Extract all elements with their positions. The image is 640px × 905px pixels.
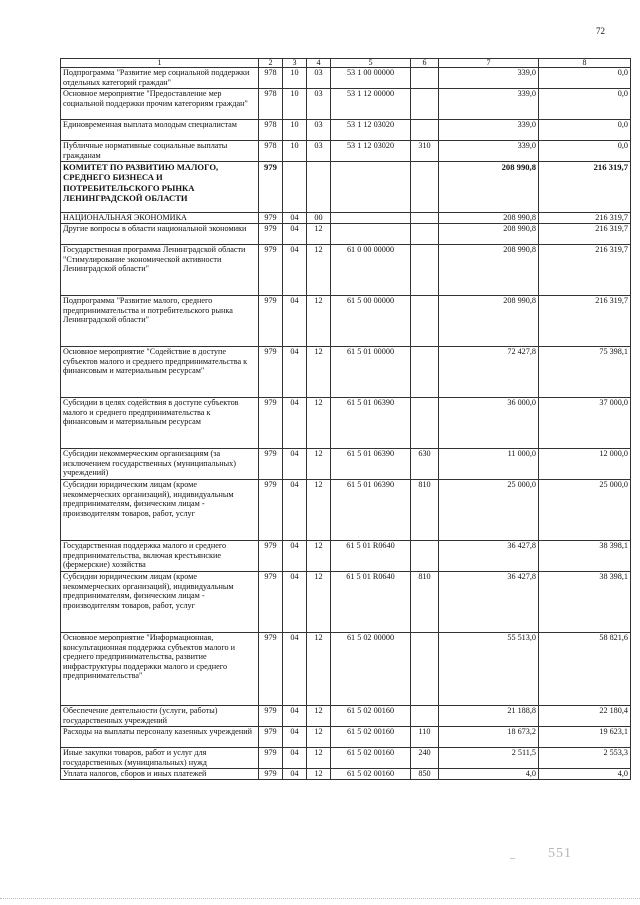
cell-name: Единовременная выплата молодым специалистам bbox=[61, 120, 259, 141]
cell-rz: 04 bbox=[283, 748, 307, 769]
cell-vr bbox=[411, 213, 439, 224]
cell-name: Основное мероприятие "Содействие в доступе субъектов малого и среднего предпринимательства к финансовым и материальным ресурсам" bbox=[61, 347, 259, 398]
cell-v2019: 208 990,8 bbox=[439, 245, 539, 296]
cell-vr: 310 bbox=[411, 141, 439, 162]
cell-csr: 61 0 00 00000 bbox=[331, 245, 411, 296]
cell-pr bbox=[307, 162, 331, 213]
cell-name: Подпрограмма "Развитие мер социальной поддержки отдельных категорий граждан" bbox=[61, 68, 259, 89]
cell-csr: 61 5 01 06390 bbox=[331, 398, 411, 449]
cell-grbs: 979 bbox=[259, 162, 283, 213]
cell-grbs: 978 bbox=[259, 141, 283, 162]
table-row bbox=[61, 480, 631, 541]
table-row bbox=[61, 162, 631, 213]
table-row bbox=[61, 296, 631, 347]
cell-pr: 12 bbox=[307, 706, 331, 727]
cell-v2019: 55 513,0 bbox=[439, 633, 539, 706]
cell-csr: 53 1 12 00000 bbox=[331, 89, 411, 120]
cell-pr: 12 bbox=[307, 541, 331, 572]
cell-name: Уплата налогов, сборов и иных платежей bbox=[61, 769, 259, 780]
cell-rz: 04 bbox=[283, 213, 307, 224]
cell-v2019: 339,0 bbox=[439, 120, 539, 141]
cell-name: Субсидии в целях содействия в доступе субъектов малого и среднего предпринимательства к финансовым и материальным ресурсам bbox=[61, 398, 259, 449]
cell-rz: 04 bbox=[283, 633, 307, 706]
table-row bbox=[61, 727, 631, 748]
cell-csr: 61 5 01 R0640 bbox=[331, 572, 411, 633]
cell-v2020: 12 000,0 bbox=[539, 449, 631, 480]
cell-grbs: 978 bbox=[259, 68, 283, 89]
cell-pr: 12 bbox=[307, 398, 331, 449]
cell-vr bbox=[411, 245, 439, 296]
cell-vr bbox=[411, 633, 439, 706]
cell-rz: 10 bbox=[283, 120, 307, 141]
cell-v2019: 208 990,8 bbox=[439, 224, 539, 245]
cell-v2019: 36 000,0 bbox=[439, 398, 539, 449]
cell-vr bbox=[411, 398, 439, 449]
table-row bbox=[61, 347, 631, 398]
cell-grbs: 979 bbox=[259, 449, 283, 480]
cell-rz: 04 bbox=[283, 296, 307, 347]
cell-grbs: 979 bbox=[259, 748, 283, 769]
cell-rz: 04 bbox=[283, 245, 307, 296]
cell-csr: 61 5 02 00160 bbox=[331, 727, 411, 748]
cell-grbs: 979 bbox=[259, 245, 283, 296]
cell-v2019: 21 188,8 bbox=[439, 706, 539, 727]
cell-rz: 04 bbox=[283, 727, 307, 748]
table-row bbox=[61, 633, 631, 706]
table-row bbox=[61, 541, 631, 572]
cell-vr bbox=[411, 120, 439, 141]
cell-name: Другие вопросы в области национальной экономики bbox=[61, 224, 259, 245]
cell-pr: 03 bbox=[307, 68, 331, 89]
table-row bbox=[61, 748, 631, 769]
cell-csr: 61 5 01 06390 bbox=[331, 480, 411, 541]
cell-v2020: 22 180,4 bbox=[539, 706, 631, 727]
cell-pr: 00 bbox=[307, 213, 331, 224]
cell-v2020: 75 398,1 bbox=[539, 347, 631, 398]
cell-vr bbox=[411, 347, 439, 398]
cell-csr: 61 5 01 00000 bbox=[331, 347, 411, 398]
cell-v2020: 216 319,7 bbox=[539, 213, 631, 224]
cell-rz: 10 bbox=[283, 68, 307, 89]
cell-csr: 53 1 12 03020 bbox=[331, 120, 411, 141]
cell-v2019: 339,0 bbox=[439, 89, 539, 120]
cell-v2019: 72 427,8 bbox=[439, 347, 539, 398]
cell-v2020: 216 319,7 bbox=[539, 296, 631, 347]
cell-v2020: 25 000,0 bbox=[539, 480, 631, 541]
cell-pr: 12 bbox=[307, 572, 331, 633]
cell-pr: 12 bbox=[307, 296, 331, 347]
cell-rz: 10 bbox=[283, 141, 307, 162]
cell-rz: 10 bbox=[283, 89, 307, 120]
cell-pr: 12 bbox=[307, 748, 331, 769]
cell-pr: 12 bbox=[307, 224, 331, 245]
cell-pr: 12 bbox=[307, 633, 331, 706]
cell-v2020: 37 000,0 bbox=[539, 398, 631, 449]
cell-rz: 04 bbox=[283, 706, 307, 727]
cell-grbs: 979 bbox=[259, 224, 283, 245]
header-cell: 6 bbox=[411, 59, 439, 68]
cell-v2020: 216 319,7 bbox=[539, 162, 631, 213]
cell-csr: 53 1 00 00000 bbox=[331, 68, 411, 89]
cell-rz: 04 bbox=[283, 480, 307, 541]
cell-v2020: 0,0 bbox=[539, 141, 631, 162]
cell-csr bbox=[331, 224, 411, 245]
cell-v2020: 2 553,3 bbox=[539, 748, 631, 769]
cell-grbs: 979 bbox=[259, 706, 283, 727]
cell-pr: 03 bbox=[307, 120, 331, 141]
cell-vr bbox=[411, 162, 439, 213]
cell-name: Основное мероприятие "Информационная, консультационная поддержка субъектов малого и среднего предпринимательства, развитие инфраструктуры поддержки малого и среднего предпринимательства" bbox=[61, 633, 259, 706]
cell-pr: 03 bbox=[307, 89, 331, 120]
cell-v2020: 0,0 bbox=[539, 89, 631, 120]
cell-vr: 110 bbox=[411, 727, 439, 748]
cell-name: Иные закупки товаров, работ и услуг для государственных (муниципальных) нужд bbox=[61, 748, 259, 769]
cell-vr: 810 bbox=[411, 572, 439, 633]
cell-vr: 240 bbox=[411, 748, 439, 769]
header-cell: 2 bbox=[259, 59, 283, 68]
table-row bbox=[61, 213, 631, 224]
cell-grbs: 979 bbox=[259, 727, 283, 748]
cell-vr bbox=[411, 296, 439, 347]
cell-name: Государственная поддержка малого и среднего предпринимательства, включая крестьянские (фермерские) хозяйства bbox=[61, 541, 259, 572]
cell-v2019: 2 511,5 bbox=[439, 748, 539, 769]
table-row bbox=[61, 68, 631, 89]
header-cell: 5 bbox=[331, 59, 411, 68]
cell-csr: 61 5 00 00000 bbox=[331, 296, 411, 347]
cell-csr: 61 5 01 06390 bbox=[331, 449, 411, 480]
cell-rz bbox=[283, 162, 307, 213]
cell-v2019: 36 427,8 bbox=[439, 572, 539, 633]
cell-v2020: 4,0 bbox=[539, 769, 631, 780]
cell-v2019: 36 427,8 bbox=[439, 541, 539, 572]
cell-rz: 04 bbox=[283, 224, 307, 245]
cell-pr: 12 bbox=[307, 727, 331, 748]
header-cell: 8 bbox=[539, 59, 631, 68]
budget-table bbox=[60, 58, 631, 780]
cell-name: Субсидии юридическим лицам (кроме некоммерческих организаций), индивидуальным предпринимателям, физическим лицам - производителям товаров, работ, услуг bbox=[61, 480, 259, 541]
table-row bbox=[61, 769, 631, 780]
cell-csr: 53 1 12 03020 bbox=[331, 141, 411, 162]
cell-grbs: 979 bbox=[259, 572, 283, 633]
header-row bbox=[61, 59, 631, 68]
cell-grbs: 979 bbox=[259, 347, 283, 398]
cell-v2019: 11 000,0 bbox=[439, 449, 539, 480]
cell-rz: 04 bbox=[283, 572, 307, 633]
cell-name: Расходы на выплаты персоналу казенных учреждений bbox=[61, 727, 259, 748]
cell-csr: 61 5 02 00160 bbox=[331, 748, 411, 769]
cell-vr bbox=[411, 89, 439, 120]
cell-vr bbox=[411, 706, 439, 727]
cell-vr: 810 bbox=[411, 480, 439, 541]
cell-rz: 04 bbox=[283, 449, 307, 480]
header-cell: 7 bbox=[439, 59, 539, 68]
cell-pr: 12 bbox=[307, 245, 331, 296]
cell-name: Основное мероприятие "Предоставление мер социальной поддержки прочим категориям граждан" bbox=[61, 89, 259, 120]
cell-rz: 04 bbox=[283, 769, 307, 780]
cell-pr: 12 bbox=[307, 769, 331, 780]
cell-pr: 12 bbox=[307, 480, 331, 541]
cell-name: КОМИТЕТ ПО РАЗВИТИЮ МАЛОГО, СРЕДНЕГО БИЗНЕСА И ПОТРЕБИТЕЛЬСКОГО РЫНКА ЛЕНИНГРАДСКОЙ ОБЛАСТИ bbox=[61, 162, 259, 213]
cell-vr bbox=[411, 541, 439, 572]
cell-name: Субсидии юридическим лицам (кроме некоммерческих организаций), индивидуальным предпринимателям, физическим лицам - производителям товаров, работ, услуг bbox=[61, 572, 259, 633]
table-row bbox=[61, 120, 631, 141]
cell-name: Субсидии некоммерческим организациям (за исключением государственных (муниципальных) учреждений) bbox=[61, 449, 259, 480]
cell-rz: 04 bbox=[283, 541, 307, 572]
scan-mark: – bbox=[510, 853, 515, 864]
cell-grbs: 978 bbox=[259, 120, 283, 141]
cell-grbs: 979 bbox=[259, 480, 283, 541]
cell-name: Государственная программа Ленинградской области "Стимулирование экономической активности Ленинградской области" bbox=[61, 245, 259, 296]
cell-grbs: 979 bbox=[259, 213, 283, 224]
cell-grbs: 979 bbox=[259, 769, 283, 780]
cell-name: Публичные нормативные социальные выплаты гражданам bbox=[61, 141, 259, 162]
header-cell: 4 bbox=[307, 59, 331, 68]
table-row bbox=[61, 224, 631, 245]
header-cell: 1 bbox=[61, 59, 259, 68]
cell-csr: 61 5 02 00160 bbox=[331, 769, 411, 780]
cell-pr: 03 bbox=[307, 141, 331, 162]
table-row bbox=[61, 449, 631, 480]
table-row bbox=[61, 706, 631, 727]
table-row bbox=[61, 572, 631, 633]
cell-csr: 61 5 02 00160 bbox=[331, 706, 411, 727]
cell-grbs: 979 bbox=[259, 296, 283, 347]
cell-v2020: 216 319,7 bbox=[539, 224, 631, 245]
cell-v2019: 208 990,8 bbox=[439, 162, 539, 213]
cell-v2020: 0,0 bbox=[539, 68, 631, 89]
cell-rz: 04 bbox=[283, 398, 307, 449]
cell-csr: 61 5 02 00000 bbox=[331, 633, 411, 706]
cell-vr bbox=[411, 68, 439, 89]
page-edge bbox=[0, 898, 640, 899]
cell-v2020: 58 821,6 bbox=[539, 633, 631, 706]
cell-v2019: 208 990,8 bbox=[439, 296, 539, 347]
cell-v2020: 38 398,1 bbox=[539, 541, 631, 572]
cell-grbs: 979 bbox=[259, 398, 283, 449]
table-row bbox=[61, 245, 631, 296]
cell-rz: 04 bbox=[283, 347, 307, 398]
cell-v2020: 19 623,1 bbox=[539, 727, 631, 748]
page-number: 72 bbox=[596, 26, 605, 36]
cell-vr bbox=[411, 224, 439, 245]
cell-grbs: 979 bbox=[259, 541, 283, 572]
cell-v2019: 208 990,8 bbox=[439, 213, 539, 224]
cell-pr: 12 bbox=[307, 449, 331, 480]
table-row bbox=[61, 141, 631, 162]
cell-v2020: 0,0 bbox=[539, 120, 631, 141]
cell-name: Обеспечение деятельности (услуги, работы) государственных учреждений bbox=[61, 706, 259, 727]
cell-csr bbox=[331, 162, 411, 213]
cell-vr: 630 bbox=[411, 449, 439, 480]
cell-grbs: 978 bbox=[259, 89, 283, 120]
cell-vr: 850 bbox=[411, 769, 439, 780]
cell-pr: 12 bbox=[307, 347, 331, 398]
cell-name: Подпрограмма "Развитие малого, среднего предпринимательства и потребительского рынка Ленинградской области" bbox=[61, 296, 259, 347]
cell-name: НАЦИОНАЛЬНАЯ ЭКОНОМИКА bbox=[61, 213, 259, 224]
table-row bbox=[61, 398, 631, 449]
cell-csr: 61 5 01 R0640 bbox=[331, 541, 411, 572]
cell-v2020: 216 319,7 bbox=[539, 245, 631, 296]
page-stamp: 551 bbox=[548, 846, 572, 861]
cell-v2019: 25 000,0 bbox=[439, 480, 539, 541]
cell-v2019: 4,0 bbox=[439, 769, 539, 780]
table-row bbox=[61, 89, 631, 120]
cell-v2020: 38 398,1 bbox=[539, 572, 631, 633]
header-cell: 3 bbox=[283, 59, 307, 68]
cell-v2019: 339,0 bbox=[439, 68, 539, 89]
cell-grbs: 979 bbox=[259, 633, 283, 706]
cell-v2019: 339,0 bbox=[439, 141, 539, 162]
cell-v2019: 18 673,2 bbox=[439, 727, 539, 748]
cell-csr bbox=[331, 213, 411, 224]
